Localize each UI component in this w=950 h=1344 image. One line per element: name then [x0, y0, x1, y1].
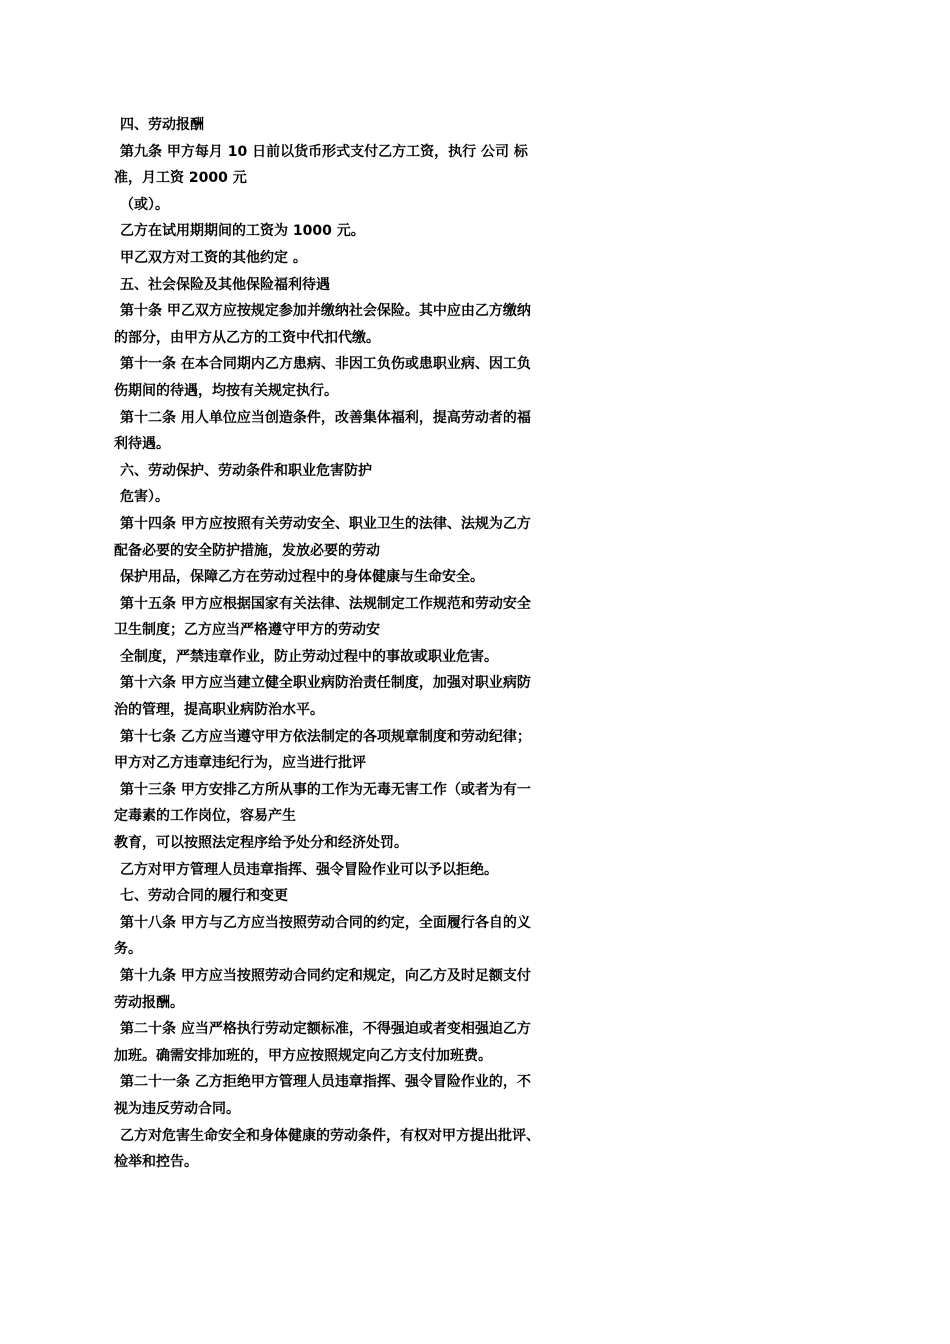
text-line: 保护用品，保障乙方在劳动过程中的身体健康与生命安全。: [120, 569, 484, 586]
text-line: 四、劳动报酬: [120, 117, 204, 133]
text-line: 甲乙双方对工资的其他约定 。: [120, 249, 307, 266]
text-line: 乙方对危害生命安全和身体健康的劳动条件，有权对甲方提出批评、: [120, 1127, 540, 1144]
text-line: 第九条 甲方每月 10 日前以货币形式支付乙方工资，执行 公司 标: [120, 143, 528, 160]
text-line: 第十四条 甲方应按照有关劳动安全、职业卫生的法律、法规为乙方: [120, 515, 531, 532]
text-line: 视为违反劳动合同。: [114, 1100, 240, 1117]
text-line: 第二十一条 乙方拒绝甲方管理人员违章指挥、强令冒险作业的，不: [120, 1074, 531, 1091]
text-line: 第十二条 用人单位应当创造条件，改善集体福利，提高劳动者的福: [120, 409, 531, 426]
text-line: 第十三条 甲方安排乙方所从事的工作为无毒无害工作（或者为有一: [120, 781, 531, 798]
text-line: 教育，可以按照法定程序给予处分和经济处罚。: [114, 835, 408, 852]
text-line: 第二十条 应当严格执行劳动定额标准，不得强迫或者变相强迫乙方: [120, 1021, 531, 1038]
text-line: 乙方对甲方管理人员违章指挥、强令冒险作业可以予以拒绝。: [120, 861, 498, 878]
text-line: 第十七条 乙方应当遵守甲方依法制定的各项规章制度和劳动纪律；: [120, 728, 531, 745]
text-line: 七、劳动合同的履行和变更: [120, 888, 288, 905]
text-line: 第十五条 甲方应根据国家有关法律、法规制定工作规范和劳动安全: [120, 595, 531, 612]
text-line: 第十条 甲乙双方应按规定参加并缴纳社会保险。其中应由乙方缴纳: [120, 303, 531, 320]
text-line: 甲方对乙方违章违纪行为，应当进行批评: [114, 755, 366, 772]
text-line: 乙方在试用期期间的工资为 1000 元。: [120, 223, 365, 240]
document-page: [114, 112, 836, 1176]
text-line: 第十九条 甲方应当按照劳动合同约定和规定，向乙方及时足额支付: [120, 968, 531, 984]
text-line: 检举和控告。: [114, 1154, 198, 1171]
text-line: 利待遇。: [114, 436, 170, 453]
text-line: 第十六条 甲方应当建立健全职业病防治责任制度，加强对职业病防: [120, 675, 531, 692]
text-line: 定毒素的工作岗位，容易产生: [114, 808, 296, 825]
text-line: 伤期间的待遇，均按有关规定执行。: [114, 382, 338, 399]
text-line: 劳动报酬。: [114, 994, 184, 1011]
text-line: 准，月工资 2000 元: [114, 170, 247, 187]
text-line: 五、社会保险及其他保险福利待遇: [120, 276, 330, 293]
text-line: （或）。: [120, 196, 169, 213]
text-line: 六、劳动保护、劳动条件和职业危害防护: [120, 462, 372, 479]
text-line: 治的管理，提高职业病防治水平。: [114, 702, 324, 719]
text-line: 第十一条 在本合同期内乙方患病、非因工负伤或患职业病、因工负: [120, 356, 531, 373]
text-line: 加班。确需安排加班的，甲方应按照规定向乙方支付加班费。: [114, 1047, 492, 1064]
text-line: 务。: [114, 941, 142, 958]
text-line: 全制度，严禁违章作业，防止劳动过程中的事故或职业危害。: [120, 648, 498, 665]
text-line: 的部分，由甲方从乙方的工资中代扣代缴。: [114, 329, 380, 346]
text-line: 危害）。: [120, 489, 169, 506]
text-line: 第十八条 甲方与乙方应当按照劳动合同的约定，全面履行各自的义: [120, 914, 531, 931]
text-line: 配备必要的安全防护措施，发放必要的劳动: [114, 542, 380, 559]
text-line: 卫生制度；乙方应当严格遵守甲方的劳动安: [114, 622, 380, 639]
